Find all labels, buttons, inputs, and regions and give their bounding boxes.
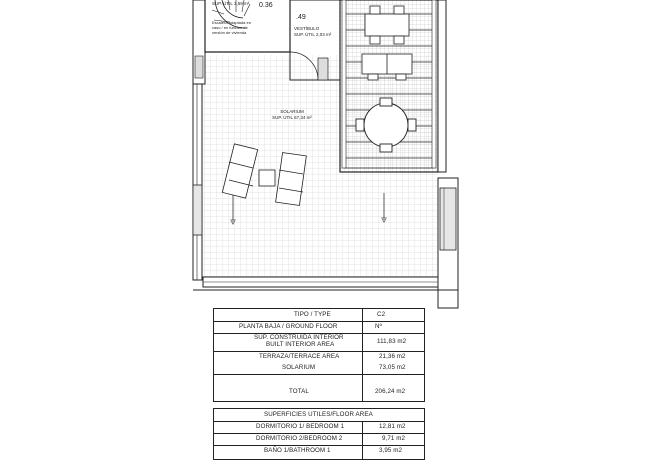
room-label-stair bbox=[212, 0, 250, 6]
type-header: TIPO / TYPE bbox=[294, 311, 331, 318]
built-area-row bbox=[214, 333, 424, 352]
floor-no-label: Nº bbox=[375, 323, 382, 330]
wall-left bbox=[193, 55, 202, 280]
room-label-stair-line: SUP. ÚTIL 3,59 m² bbox=[212, 1, 250, 6]
floor-area-divider bbox=[362, 421, 363, 459]
bathroom1-row bbox=[214, 445, 424, 457]
terrace-label: TERRAZA/TERRACE AREA bbox=[259, 353, 340, 360]
room-label-vestibule bbox=[294, 25, 332, 37]
bedroom2-label: DORMITORIO 2/BEDROOM 2 bbox=[256, 435, 343, 442]
bathroom1-label: BAÑO 1/BATHROOM 1 bbox=[264, 447, 331, 454]
built-area-label-1: SUP. CONSTRUIDA INTERIOR bbox=[254, 334, 344, 341]
level-mark-2: .49 bbox=[296, 14, 306, 21]
built-area-value: 111,83 m2 bbox=[377, 338, 407, 345]
total-label: TOTAL bbox=[289, 388, 309, 395]
room-label-vestibule-line: VESTÍBULO bbox=[294, 26, 320, 31]
wall-right bbox=[438, 0, 458, 308]
bathroom1-value: 3,95 m2 bbox=[379, 447, 403, 454]
stair-note-line: versión de vivienda bbox=[212, 30, 247, 35]
terrace-value: 21,36 m2 bbox=[379, 353, 406, 360]
bedroom1-value: 12,81 m2 bbox=[379, 423, 406, 430]
solarium-row bbox=[214, 362, 424, 375]
side-table bbox=[259, 170, 275, 186]
floor-label: PLANTA BAJA / GROUND FLOOR bbox=[239, 323, 338, 330]
floor-area-header: SUPERFICIES UTILES/FLOOR AREA bbox=[264, 411, 373, 418]
stair-note-line: Escalera adaptada en bbox=[212, 20, 251, 25]
room-label-solarium-line: SUP. ÚTIL 67,34 m² bbox=[272, 115, 312, 120]
level-mark-1: 0.36 bbox=[259, 2, 273, 9]
floor-area-table bbox=[213, 408, 425, 460]
built-area-label-2: BUILT INTERIOR AREA bbox=[266, 341, 335, 348]
type-value: C2 bbox=[377, 311, 386, 318]
room-label-vestibule-line: SUP. ÚTIL 2,03 m² bbox=[294, 32, 332, 37]
bedroom1-label: DORMITORIO 1/ BEDROOM 1 bbox=[256, 423, 345, 430]
total-row bbox=[214, 386, 424, 398]
bottom-railing bbox=[193, 277, 458, 290]
type-table bbox=[213, 308, 425, 402]
solarium-value: 73,05 m2 bbox=[379, 364, 406, 371]
stair-note bbox=[212, 20, 251, 35]
type-table-divider bbox=[362, 309, 363, 401]
total-value: 206,24 m2 bbox=[375, 388, 406, 395]
bedroom2-value: 9,71 m2 bbox=[382, 435, 406, 442]
stair-note-line: caso / en función de bbox=[212, 25, 248, 30]
room-label-solarium-line: SOLARIUM bbox=[280, 109, 304, 114]
solarium-label: SOLARIUM bbox=[282, 364, 316, 371]
